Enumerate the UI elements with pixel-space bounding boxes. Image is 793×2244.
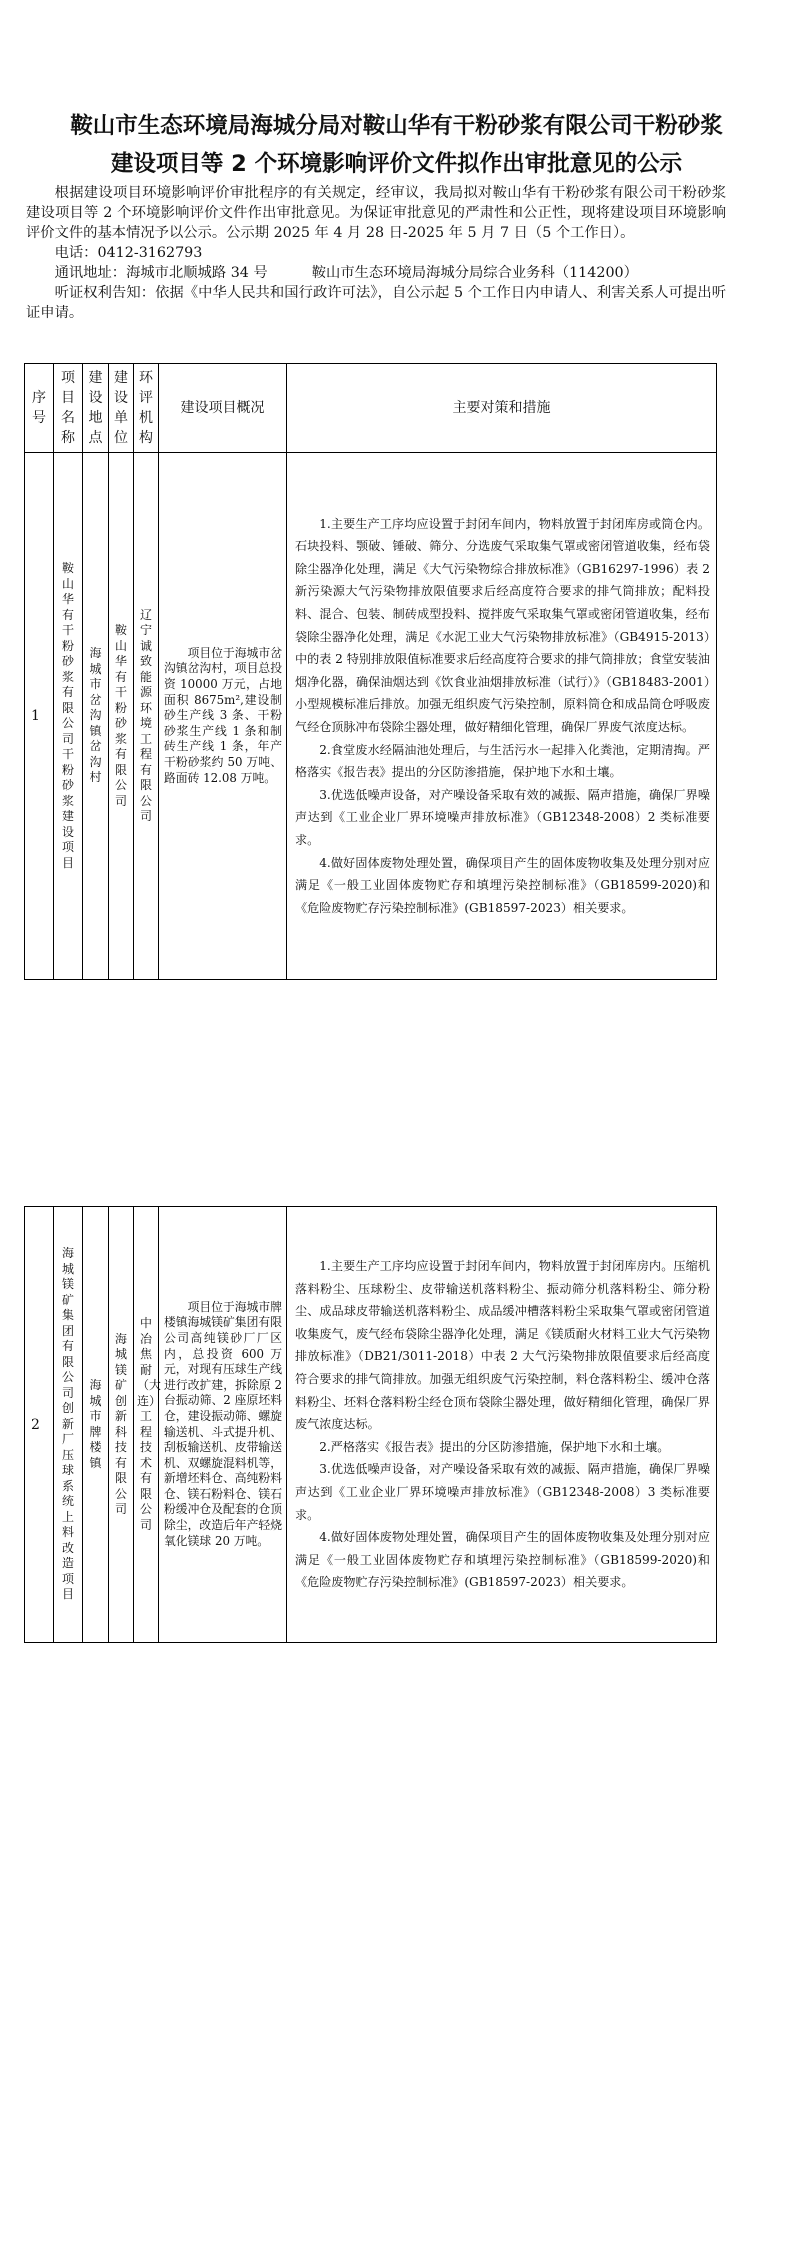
row-1-unit: 鞍山华有干粉砂浆有限公司 — [109, 453, 134, 980]
row-2-unit: 海城镁矿创新科技有限公司 — [109, 1207, 134, 1643]
row-1-measures — [287, 453, 717, 980]
contact-phone: 电话：0412-3162793 — [54, 245, 203, 261]
row-2-measure-2: 2.严格落实《报告表》提出的分区防渗措施，保护地下水和土壤。 — [319, 1439, 670, 1454]
header-seq: 序号 — [25, 364, 54, 453]
row-2-measure-1: 1.主要生产工序均应设置于封闭车间内，物料放置于封闭库房内。压缩机落料粉尘、压球粉尘、皮带输送机落料粉尘、振动筛分机落料粉尘、筛分粉尘、成品球皮带输送机落料粉尘、成品缓冲槽落料粉尘采取集气罩或密闭管道收集废气，废气经布袋除尘器净化处理，满足《镁质耐火材料工业大气污染物排放标准》（DB21/3011-2018）中表 2 大气污染物排放限值要求后经高度符合要求的排气筒排放。加强无组织废气污染控制，料仓落料粉尘、缓冲仓落料粉尘、坯料仓落料粉尘经仓顶布袋除尘器处理，做好精细化管理，确保厂界废气浓度达标。 — [295, 1259, 710, 1432]
row-1-measure-4: 4.做好固体废物处理处置，确保项目产生的固体废物收集及处理分别对应满足《一般工业固体废物贮存和填埋污染控制标准》（GB18599-2020)和《危险废物贮存污染控制标准》(GB18597-2023）相关要求。 — [295, 855, 710, 915]
row-1-measure-2: 2.食堂废水经隔油池处理后，与生活污水一起排入化粪池，定期清掏。严格落实《报告表》提出的分区防渗措施，保护地下水和土壤。 — [295, 742, 710, 780]
intro-paragraph: 根据建设项目环境影响评价审批程序的有关规定，经审议，我局拟对鞍山华有干粉砂浆有限公司干粉砂浆建设项目等 2 个环境影响评价文件作出审批意见。为保证审批意见的严肃性和公正性，现将建设项目环境影响评价文件的基本情况予以公示。公示期 2025 年 4 月 28 日-2025 年 5 月 7 日（5 个工作日）。 — [26, 185, 726, 241]
document-title-line-2: 建设项目等 2 个环境影响评价文件拟作出审批意见的公示 — [110, 151, 683, 177]
row-2-seq: 2 — [25, 1207, 54, 1643]
table-row — [24, 1206, 717, 1643]
row-2-overview: 项目位于海城市牌楼镇海城镁矿集团有限公司高纯镁砂厂厂区内，总投资 600 万元，对现有压球生产线进行改扩建，拆除原 2 台振动筛、2 座原坯料仓，建设振动筛、螺旋输送机、斗式提升机、刮板输送机、皮带输送机、双螺旋混料机等，新增坯料仓、高纯粉料仓、镁石粉料仓、镁石粉缓冲仓及配套的仓顶除尘，改造后年产轻烧氧化镁球 20 万吨。 — [159, 1207, 287, 1643]
contact-address — [26, 263, 726, 283]
document-title-line-1: 鞍山市生态环境局海城分局对鞍山华有干粉砂浆有限公司干粉砂浆 — [70, 113, 723, 139]
address-left: 通讯地址：海城市北顺城路 34 号 — [54, 265, 268, 281]
table-header — [24, 363, 717, 453]
row-1-measure-1: 1.主要生产工序均应设置于封闭车间内，物料放置于封闭库房或筒仓内。石块投料、颚破、锤破、筛分、分选废气采取集气罩或密闭管道收集，经布袋除尘器净化处理，满足《大气污染物综合排放标准》（GB16297-1996）表 2 新污染源大气污染物排放限值要求后经高度符合要求的排气筒排放；配料投料、混合、包装、制砖成型投料、搅拌废气采取集气罩或密闭管道收集，经布袋除尘器净化处理，满足《水泥工业大气污染物排放标准》（GB4915-2013）中的表 2 特别排放限值标准要求后经高度符合要求的排气筒排放；食堂安装油烟净化器，确保油烟达到《饮食业油烟排放标准（试行）》（GB18483-2001）小型规模标准后排放。加强无组织废气污染控制，原料筒仓和成品筒仓呼吸废气经仓顶脉冲布袋除尘器处理，做好精细化管理，确保厂界废气浓度达标。 — [295, 516, 710, 734]
header-name: 项目名称 — [54, 364, 83, 453]
row-2-name: 海城镁矿集团有限公司创新厂压球系统上料改造项目 — [54, 1207, 83, 1643]
row-2-measures — [287, 1207, 717, 1643]
row-2-agency: 中冶焦耐（大连）工程技术有限公司 — [134, 1207, 159, 1643]
row-1-overview: 项目位于海城市岔沟镇岔沟村，项目总投资 10000 万元，占地面积 8675m²,建设制砂生产线 3 条、干粉砂浆生产线 1 条和制砖生产线 1 条，年产干粉砂浆约 50 万吨、路面砖 12.08 万吨。 — [159, 453, 287, 980]
header-unit: 建设单位 — [109, 364, 134, 453]
row-1-measure-3: 3.优选低噪声设备，对产噪设备采取有效的减振、隔声措施，确保厂界噪声达到《工业企业厂界环境噪声排放标准》（GB12348-2008）2 类标准要求。 — [295, 787, 710, 847]
header-agency: 环评机构 — [134, 364, 159, 453]
table-row — [24, 452, 717, 980]
header-overview: 建设项目概况 — [159, 364, 287, 453]
address-right: 鞍山市生态环境局海城分局综合业务科（114200） — [311, 265, 638, 281]
intro-section — [26, 183, 726, 323]
hearing-notice: 听证权利告知：依据《中华人民共和国行政许可法》，自公示起 5 个工作日内申请人、利害关系人可提出听证申请。 — [26, 285, 726, 321]
row-1-agency: 辽宁诚致能源环境工程有限公司 — [134, 453, 159, 980]
row-1-name: 鞍山华有干粉砂浆有限公司干粉砂浆建设项目 — [54, 453, 83, 980]
row-2-location: 海城市牌楼镇 — [83, 1207, 109, 1643]
row-2-measure-4: 4.做好固体废物处理处置，确保项目产生的固体废物收集及处理分别对应满足《一般工业固体废物贮存和填埋污染控制标准》（GB18599-2020)和《危险废物贮存污染控制标准》(GB18597-2023）相关要求。 — [295, 1530, 710, 1590]
row-1-seq: 1 — [25, 453, 54, 980]
row-2-measure-3: 3.优选低噪声设备，对产噪设备采取有效的减振、隔声措施，确保厂界噪声达到《工业企业厂界环境噪声排放标准》（GB12348-2008）3 类标准要求。 — [295, 1462, 710, 1522]
header-location: 建设地点 — [83, 364, 109, 453]
header-measures: 主要对策和措施 — [287, 364, 717, 453]
row-1-location: 海城市岔沟镇岔沟村 — [83, 453, 109, 980]
